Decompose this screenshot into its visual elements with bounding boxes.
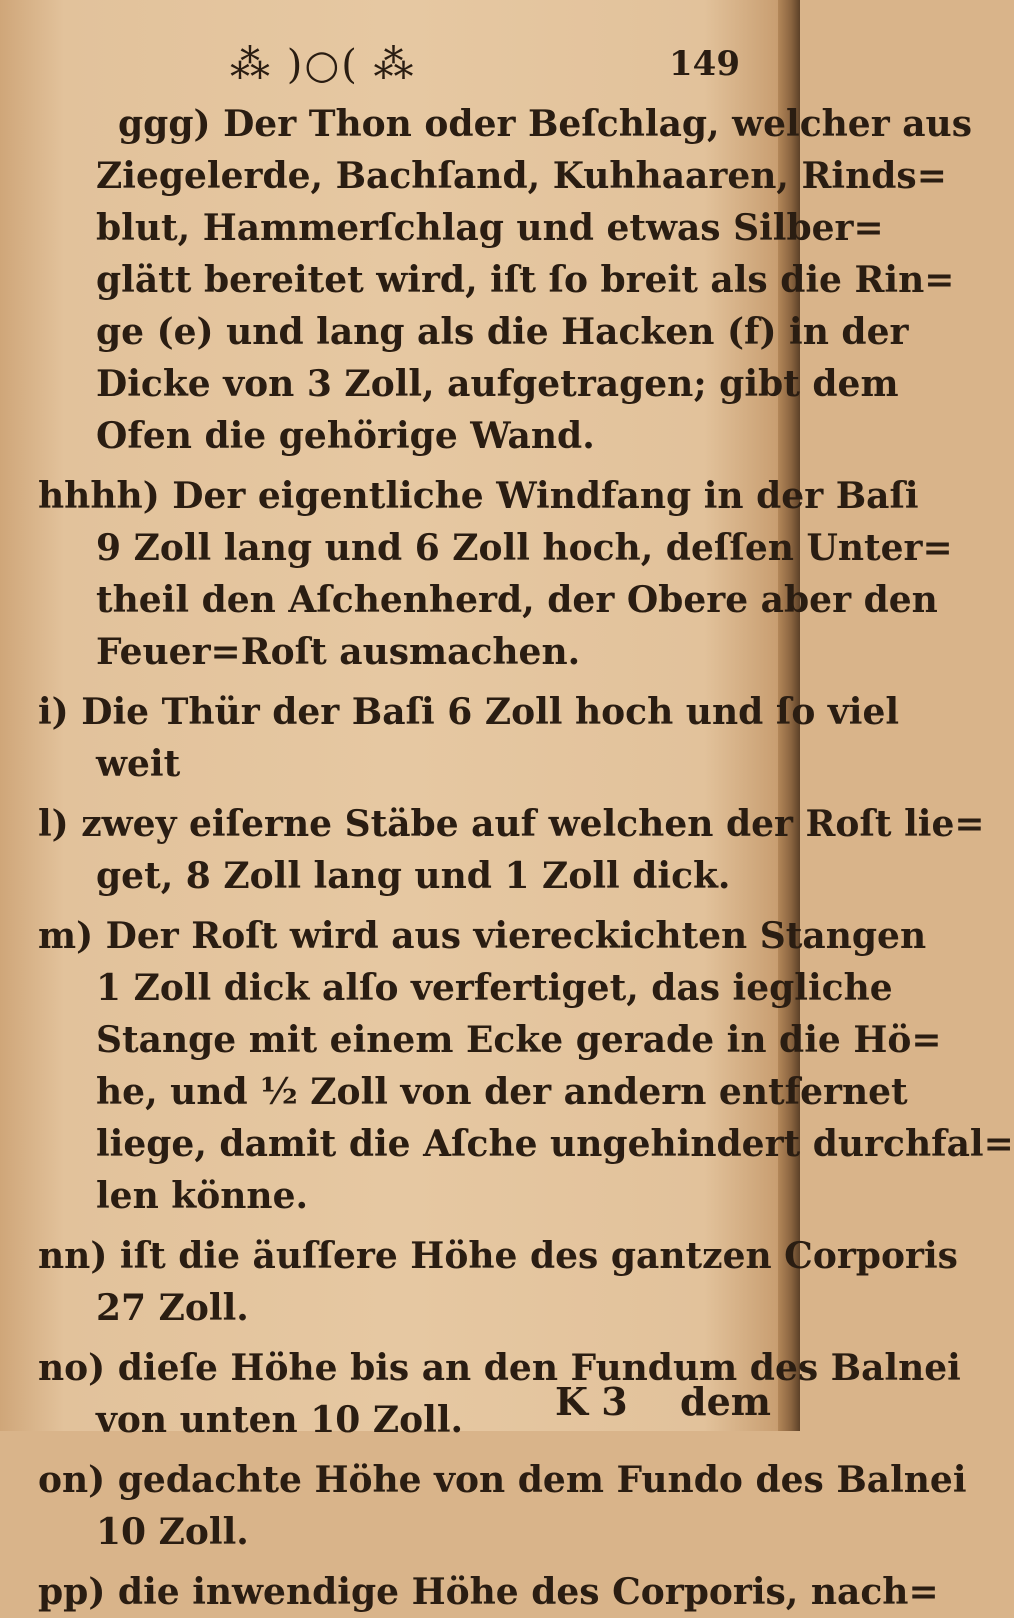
entry-first-line: no) dieſe Höhe bis an den Fundum des Balnei	[38, 1347, 961, 1389]
entry-line: Stange mit einem Ecke gerade in die Hö=	[96, 1019, 942, 1061]
header-ornament: ⁂ )○( ⁂	[230, 42, 416, 88]
entry-line: ge (e) und lang als die Hacken (f) in der	[96, 311, 909, 353]
entry-line: Ziegelerde, Bachſand, Kuhhaaren, Rinds=	[96, 155, 947, 197]
entry-line: 27 Zoll.	[96, 1287, 249, 1329]
entry-line: he, und ½ Zoll von der andern entfernet	[96, 1071, 908, 1113]
signature-mark: K 3	[555, 1379, 628, 1424]
entry-first-line: i) Die Thür der Baſi 6 Zoll hoch und ſo viel	[38, 691, 900, 733]
entry-line: get, 8 Zoll lang und 1 Zoll dick.	[96, 855, 731, 897]
entry-first-line: m) Der Roſt wird aus viereckichten Stangen	[38, 915, 927, 957]
entry-line: blut, Hammerſchlag und etwas Silber=	[96, 207, 884, 249]
entry-line: von unten 10 Zoll.	[96, 1399, 464, 1441]
entry-line: 1 Zoll dick alſo verfertiget, das iegliche	[96, 967, 893, 1009]
entry-line: 10 Zoll.	[96, 1511, 249, 1553]
page-header	[200, 38, 760, 88]
entry-line: 9 Zoll lang und 6 Zoll hoch, deſſen Unter=	[96, 527, 953, 569]
entry-first-line: l) zwey eiſerne Stäbe auf welchen der Roſt lie=	[38, 803, 985, 845]
catchword: dem	[680, 1379, 771, 1424]
entry-line: weit	[96, 743, 181, 785]
entry-first-line: hhhh) Der eigentliche Windfang in der Baſi	[38, 475, 919, 517]
entry-line: len könne.	[96, 1175, 309, 1217]
entry-line: Dicke von 3 Zoll, aufgetragen; gibt dem	[96, 363, 899, 405]
entry-line: Feuer=Roſt ausmachen.	[96, 631, 581, 673]
entry-line: Ofen die gehörige Wand.	[96, 415, 595, 457]
page-footer	[0, 1371, 780, 1431]
entry-first-line: ggg) Der Thon oder Beſchlag, welcher aus	[118, 103, 972, 145]
entry-first-line: on) gedachte Höhe von dem Fundo des Balnei	[38, 1459, 967, 1501]
entry-first-line: nn) iſt die äuſſere Höhe des gantzen Corporis	[38, 1235, 958, 1277]
entry-line: glätt bereitet wird, iſt ſo breit als die Rin=	[96, 259, 955, 301]
page-number: 149	[669, 44, 740, 84]
entry-line: liege, damit die Aſche ungehindert durchfal=	[96, 1123, 1014, 1165]
entry-first-line: pp) die inwendige Höhe des Corporis, nach=	[38, 1571, 939, 1613]
entry-line: theil den Aſchenherd, der Obere aber den	[96, 579, 938, 621]
